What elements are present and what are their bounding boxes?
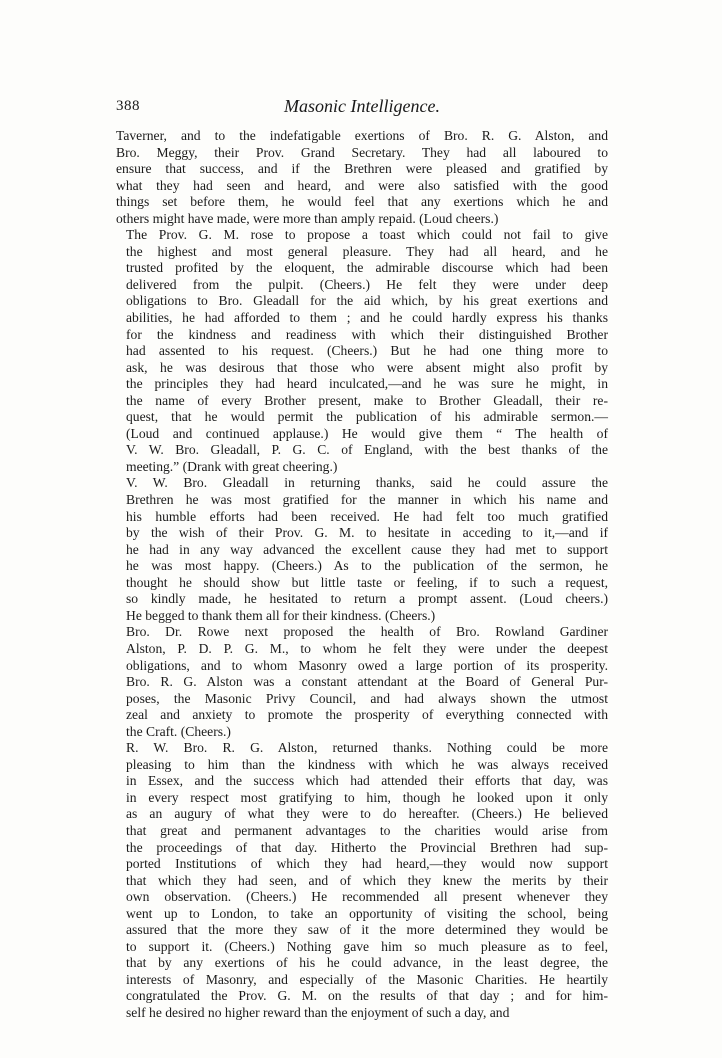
text-line: pleasing to him than the kindness with which he was always received	[126, 756, 608, 772]
text-line: thought he should show but little taste or feeling, if to such a request,	[126, 574, 608, 590]
text-line: The Prov. G. M. rose to propose a toast which could not fail to give	[126, 227, 608, 243]
text-line: trusted profited by the eloquent, the admirable discourse which had been	[126, 260, 608, 276]
paragraph	[116, 740, 608, 1021]
text-line: that by any exertions of his he could advance, in the least degree, the	[126, 955, 608, 971]
text-line: ensure that success, and if the Brethren were pleased and gratified by	[116, 161, 608, 177]
text-line: Taverner, and to the indefatigable exertions of Bro. R. G. Alston, and	[116, 128, 608, 143]
text-line: own observation. (Cheers.) He recommended all present whenever they	[126, 889, 608, 905]
text-line: self he desired no higher reward than the enjoyment of such a day, and	[126, 1004, 510, 1020]
text-line: R. W. Bro. R. G. Alston, returned thanks. Nothing could be more	[126, 740, 608, 756]
text-line: things set before them, he would feel that any exertions which he and	[116, 194, 608, 210]
text-line: his humble efforts had been received. He had felt too much gratified	[126, 508, 608, 524]
text-line: the name of every Brother present, make to Brother Gleadall, their re-	[126, 392, 608, 408]
text-line: obligations to Bro. Gleadall for the aid which, by his great exertions and	[126, 293, 608, 309]
article-body	[116, 128, 608, 1022]
text-line: Brethren he was most gratified for the manner in which his name and	[126, 492, 608, 508]
text-line: ported Institutions of which they had heard,—they would now support	[126, 856, 608, 872]
text-line: abilities, he had afforded to them ; and he could hardly express his thanks	[126, 310, 608, 326]
text-line: interests of Masonry, and especially of the Masonic Charities. He heartily	[126, 971, 608, 987]
text-line: in Essex, and the success which had attended their efforts that day, was	[126, 773, 608, 789]
text-line: assured that the more they saw of it the more determined they would be	[126, 922, 608, 938]
text-line: in every respect most gratifying to him, though he looked upon it only	[126, 789, 608, 805]
text-line: that which they had seen, and of which they knew the merits by their	[126, 872, 608, 888]
text-line: V. W. Bro. Gleadall, P. G. C. of England, with the best thanks of the	[126, 442, 608, 458]
text-line: the Craft. (Cheers.)	[126, 723, 231, 739]
text-line: Bro. Dr. Rowe next proposed the health of Bro. Rowland Gardiner	[126, 624, 608, 640]
text-line: Bro. R. G. Alston was a constant attendant at the Board of General Pur-	[126, 674, 608, 690]
text-line: so kindly made, he hesitated to return a prompt assent. (Loud cheers.)	[126, 591, 608, 607]
paragraph	[116, 475, 608, 624]
text-line: delivered from the pulpit. (Cheers.) He felt they were under deep	[126, 276, 608, 292]
text-line: zeal and anxiety to promote the prosperity of everything connected with	[126, 707, 608, 723]
text-line: others might have made, were more than amply repaid. (Loud cheers.)	[116, 210, 499, 226]
text-line: Alston, P. D. P. G. M., to whom he felt they were under the deepest	[126, 640, 608, 656]
text-line: quest, that he would permit the publication of his admirable sermon.—	[126, 409, 608, 425]
text-line: the highest and most general pleasure. They had all heard, and he	[126, 243, 608, 259]
paragraph	[116, 624, 608, 740]
text-line: poses, the Masonic Privy Council, and had always shown the utmost	[126, 690, 608, 706]
text-line: as an augury of what they were to do hereafter. (Cheers.) He believed	[126, 806, 608, 822]
text-line: he was most happy. (Cheers.) As to the publication of the sermon, he	[126, 558, 608, 574]
paragraph	[116, 227, 608, 475]
running-title: Masonic Intelligence.	[284, 96, 440, 116]
running-head	[116, 98, 608, 118]
text-line: meeting.” (Drank with great cheering.)	[126, 458, 338, 474]
text-line: ask, he was desirous that those who were absent might also profit by	[126, 359, 608, 375]
text-line: Bro. Meggy, their Prov. Grand Secretary. They had all laboured to	[116, 144, 608, 160]
text-line: he had in any way advanced the excellent cause they had met to support	[126, 541, 608, 557]
paragraph	[116, 128, 608, 227]
text-line: went up to London, to take an opportunity of visiting the school, being	[126, 905, 608, 921]
text-line: V. W. Bro. Gleadall in returning thanks, said he could assure the	[126, 475, 608, 491]
text-line: for the kindness and readiness with which their distinguished Brother	[126, 326, 608, 342]
page-number: 388	[116, 98, 140, 114]
text-line: to support it. (Cheers.) Nothing gave him so much pleasure as to feel,	[126, 938, 608, 954]
text-line: He begged to thank them all for their kindness. (Cheers.)	[126, 607, 436, 623]
text-line: the principles they had heard inculcated,—and he was sure he might, in	[126, 376, 608, 392]
text-line: by the wish of their Prov. G. M. to hesitate in acceding to it,—and if	[126, 525, 608, 541]
text-line: (Loud and continued applause.) He would give them “ The health of	[126, 425, 608, 441]
text-line: that great and permanent advantages to the charities would arise from	[126, 822, 608, 838]
text-line: had assented to his request. (Cheers.) But he had one thing more to	[126, 343, 608, 359]
text-line: congratulated the Prov. G. M. on the results of that day ; and for him-	[126, 988, 608, 1004]
text-line: what they had seen and heard, and were also satisfied with the good	[116, 177, 608, 193]
text-line: the proceedings of that day. Hitherto the Provincial Brethren had sup-	[126, 839, 608, 855]
text-line: obligations, and to whom Masonry owed a large portion of its prosperity.	[126, 657, 608, 673]
